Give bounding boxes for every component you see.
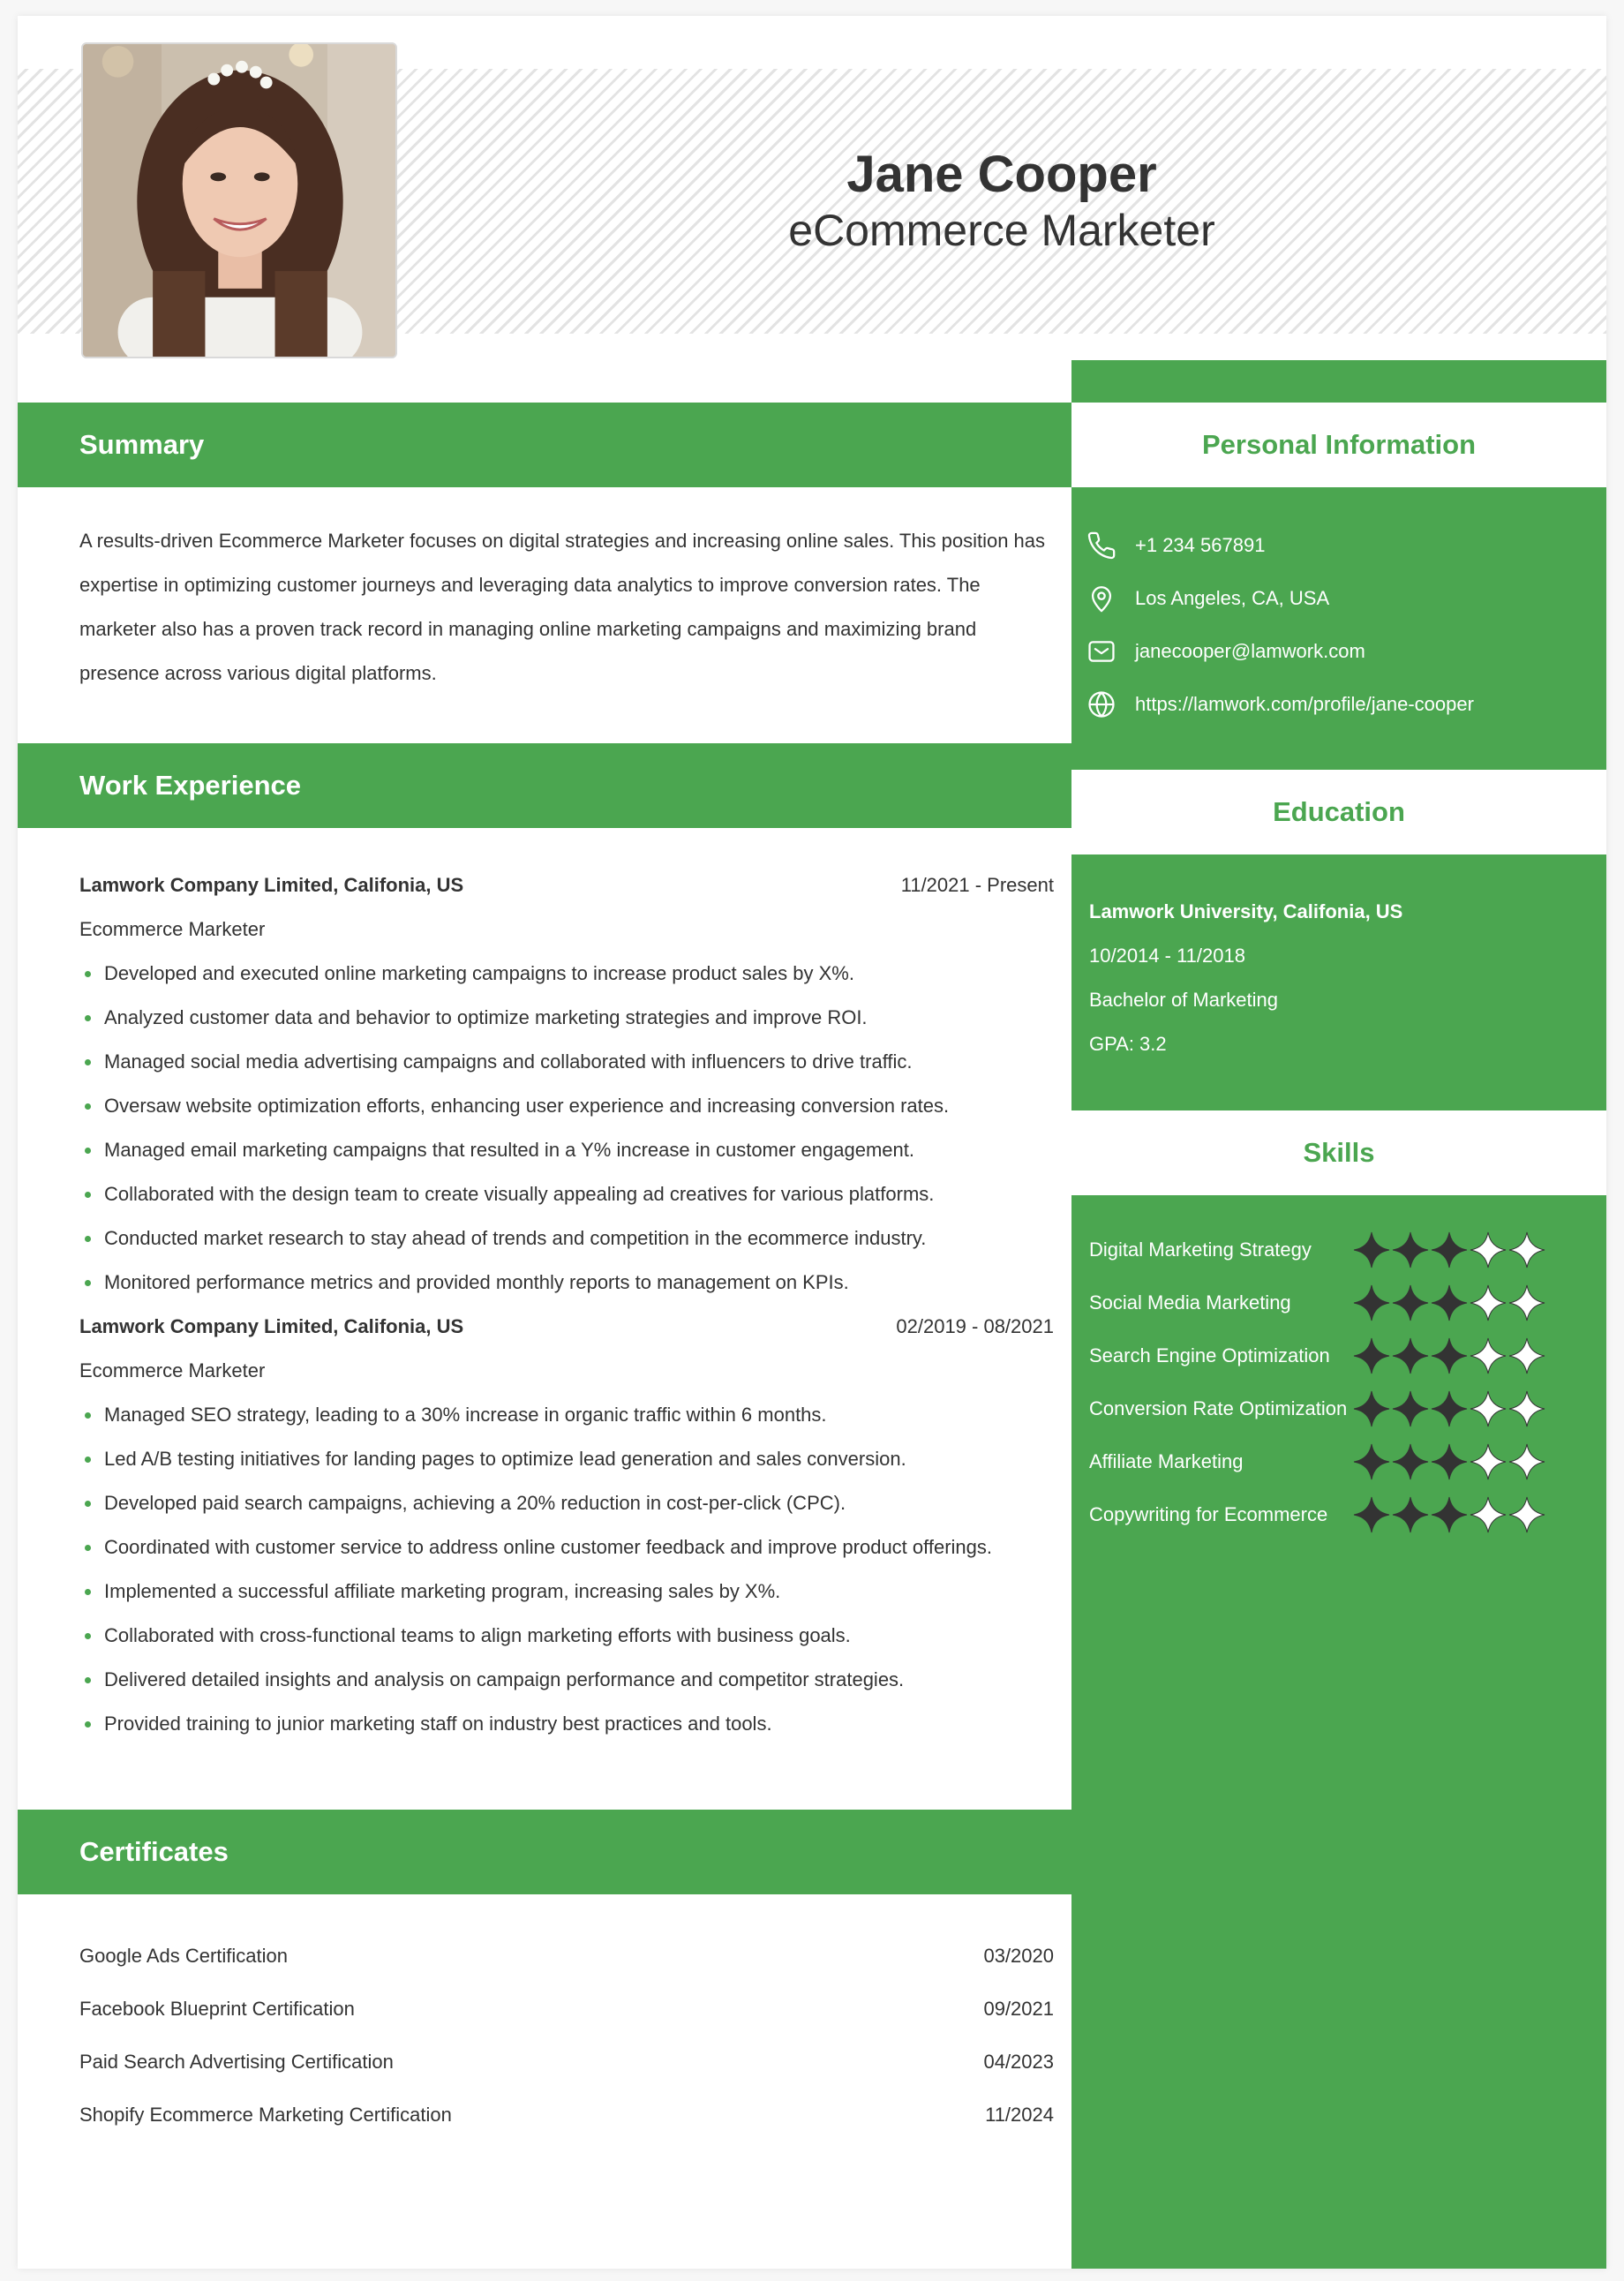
skill-name: Affiliate Marketing (1089, 1450, 1244, 1472)
job-bullet: Managed email marketing campaigns that resulted in a Y% increase in customer engagement. (79, 1128, 1054, 1172)
profile-photo (81, 42, 397, 358)
contact-website-text[interactable]: https://lamwork.com/profile/jane-cooper (1135, 693, 1474, 715)
certificate-date: 11/2024 (985, 2104, 1054, 2126)
star-empty-icon (1507, 1336, 1546, 1375)
skill-name: Search Engine Optimization (1089, 1344, 1330, 1366)
candidate-title: eCommerce Marketer (788, 206, 1215, 255)
job-entry (79, 863, 1054, 1305)
phone-icon (1086, 530, 1117, 561)
star-filled-icon (1352, 1389, 1391, 1428)
star-filled-icon (1391, 1495, 1430, 1534)
star-filled-icon (1391, 1284, 1430, 1322)
star-empty-icon (1469, 1442, 1507, 1481)
job-dates: 11/2021 - Present (900, 874, 1054, 896)
star-filled-icon (1430, 1389, 1469, 1428)
certificate-date: 04/2023 (983, 2051, 1054, 2073)
contact-list (1086, 519, 1598, 731)
map-pin-icon (1086, 583, 1117, 614)
star-filled-icon (1391, 1442, 1430, 1481)
star-empty-icon (1469, 1495, 1507, 1534)
job-bullets (79, 1393, 1054, 1746)
candidate-name: Jane Cooper (846, 146, 1157, 203)
skill-rating (1352, 1284, 1546, 1322)
job-entry (79, 1305, 1054, 1746)
skill-name: Social Media Marketing (1089, 1291, 1291, 1314)
star-filled-icon (1430, 1336, 1469, 1375)
certificate-date: 03/2020 (983, 1945, 1054, 1967)
job-bullet: Conducted market research to stay ahead of trends and competition in the ecommerce industry. (79, 1216, 1054, 1261)
resume-page (18, 16, 1606, 2269)
summary-heading: Summary (18, 403, 1071, 487)
star-empty-icon (1507, 1231, 1546, 1269)
skill-rating (1352, 1389, 1546, 1428)
education-entry (1089, 890, 1592, 1066)
star-empty-icon (1507, 1442, 1546, 1481)
skill-list (1089, 1223, 1592, 1541)
contact-email (1086, 625, 1598, 678)
skill-name: Conversion Rate Optimization (1089, 1397, 1348, 1419)
job-bullet: Provided training to junior marketing staff on industry best practices and tools. (79, 1702, 1054, 1746)
skill-name: Digital Marketing Strategy (1089, 1238, 1312, 1261)
education-heading: Education (1071, 770, 1606, 854)
star-empty-icon (1469, 1336, 1507, 1375)
star-filled-icon (1391, 1389, 1430, 1428)
job-bullet: Developed paid search campaigns, achieving a 20% reduction in cost-per-click (CPC). (79, 1481, 1054, 1525)
contact-website (1086, 678, 1598, 731)
job-bullet: Managed SEO strategy, leading to a 30% increase in organic traffic within 6 months. (79, 1393, 1054, 1437)
star-filled-icon (1352, 1495, 1391, 1534)
star-filled-icon (1352, 1284, 1391, 1322)
job-bullet: Collaborated with cross-functional teams to align marketing efforts with business goals. (79, 1614, 1054, 1658)
job-role: Ecommerce Marketer (79, 918, 266, 940)
certificate-name: Google Ads Certification (79, 1945, 289, 1967)
skills-heading: Skills (1071, 1110, 1606, 1195)
skill-row (1089, 1329, 1592, 1382)
certificate-row (79, 2089, 1054, 2142)
job-bullet: Delivered detailed insights and analysis on campaign performance and competitor strategies. (79, 1658, 1054, 1702)
job-bullet: Implemented a successful affiliate marketing program, increasing sales by X%. (79, 1570, 1054, 1614)
star-filled-icon (1352, 1231, 1391, 1269)
certificate-list (79, 1930, 1054, 2142)
certificate-name: Paid Search Advertising Certification (79, 2051, 394, 2073)
contact-email-text[interactable]: janecooper@lamwork.com (1135, 640, 1365, 662)
certificate-name: Shopify Ecommerce Marketing Certification (79, 2104, 452, 2126)
job-company: Lamwork Company Limited, Califonia, US (79, 874, 464, 896)
star-empty-icon (1507, 1389, 1546, 1428)
personal-info-heading: Personal Information (1071, 403, 1606, 487)
job-bullet: Analyzed customer data and behavior to optimize marketing strategies and improve ROI. (79, 996, 1054, 1040)
certificate-row (79, 2036, 1054, 2089)
certificate-name: Facebook Blueprint Certification (79, 1998, 355, 2020)
education-degree: Bachelor of Marketing (1089, 989, 1278, 1011)
job-bullet: Managed social media advertising campaigns and collaborated with influencers to drive traffic. (79, 1040, 1054, 1084)
job-bullets (79, 952, 1054, 1305)
star-filled-icon (1352, 1336, 1391, 1375)
work-experience-heading: Work Experience (18, 743, 1071, 828)
education-school: Lamwork University, Califonia, US (1089, 900, 1403, 922)
skill-rating (1352, 1495, 1546, 1534)
skill-rating (1352, 1231, 1546, 1269)
skill-rating (1352, 1442, 1546, 1481)
summary-text: A results-driven Ecommerce Marketer focuses on digital strategies and increasing online sales. This position has expertise in optimizing customer journeys and leveraging data analytics to improve conversion rates. The marketer also has a proven track record in managing online marketing campaigns and maximizing brand presence across various digital platforms. (79, 530, 1046, 684)
envelope-icon (1086, 636, 1117, 667)
star-empty-icon (1507, 1495, 1546, 1534)
skill-row (1089, 1276, 1592, 1329)
star-filled-icon (1430, 1442, 1469, 1481)
certificate-date: 09/2021 (983, 1998, 1054, 2020)
job-header (79, 863, 1054, 907)
star-filled-icon (1430, 1231, 1469, 1269)
star-filled-icon (1352, 1442, 1391, 1481)
job-role: Ecommerce Marketer (79, 1359, 266, 1381)
star-filled-icon (1391, 1336, 1430, 1375)
job-bullet: Developed and executed online marketing campaigns to increase product sales by X%. (79, 952, 1054, 996)
skill-row (1089, 1488, 1592, 1541)
contact-phone-text: +1 234 567891 (1135, 534, 1266, 556)
job-bullet: Oversaw website optimization efforts, enhancing user experience and increasing conversion rates. (79, 1084, 1054, 1128)
contact-phone (1086, 519, 1598, 572)
star-empty-icon (1507, 1284, 1546, 1322)
skill-row (1089, 1223, 1592, 1276)
education-gpa: GPA: 3.2 (1089, 1033, 1167, 1055)
job-bullet: Led A/B testing initiatives for landing pages to optimize lead generation and sales conversion. (79, 1437, 1054, 1481)
skill-name: Copywriting for Ecommerce (1089, 1503, 1328, 1525)
job-bullet: Coordinated with customer service to address online customer feedback and improve product offerings. (79, 1525, 1054, 1570)
job-header (79, 1305, 1054, 1349)
skill-row (1089, 1382, 1592, 1435)
certificates-heading: Certificates (18, 1810, 1071, 1894)
certificate-row (79, 1983, 1054, 2036)
certificate-row (79, 1930, 1054, 1983)
star-filled-icon (1430, 1495, 1469, 1534)
name-block (397, 69, 1606, 334)
skill-rating (1352, 1336, 1546, 1375)
star-empty-icon (1469, 1284, 1507, 1322)
job-bullet: Collaborated with the design team to create visually appealing ad creatives for various platforms. (79, 1172, 1054, 1216)
star-filled-icon (1391, 1231, 1430, 1269)
contact-location-text: Los Angeles, CA, USA (1135, 587, 1330, 609)
job-bullet: Monitored performance metrics and provided monthly reports to management on KPIs. (79, 1261, 1054, 1305)
globe-icon (1086, 689, 1117, 720)
star-empty-icon (1469, 1389, 1507, 1428)
job-company: Lamwork Company Limited, Califonia, US (79, 1315, 464, 1337)
education-dates: 10/2014 - 11/2018 (1089, 945, 1245, 967)
contact-location (1086, 572, 1598, 625)
job-dates: 02/2019 - 08/2021 (896, 1315, 1054, 1337)
star-filled-icon (1430, 1284, 1469, 1322)
skill-row (1089, 1435, 1592, 1488)
star-empty-icon (1469, 1231, 1507, 1269)
